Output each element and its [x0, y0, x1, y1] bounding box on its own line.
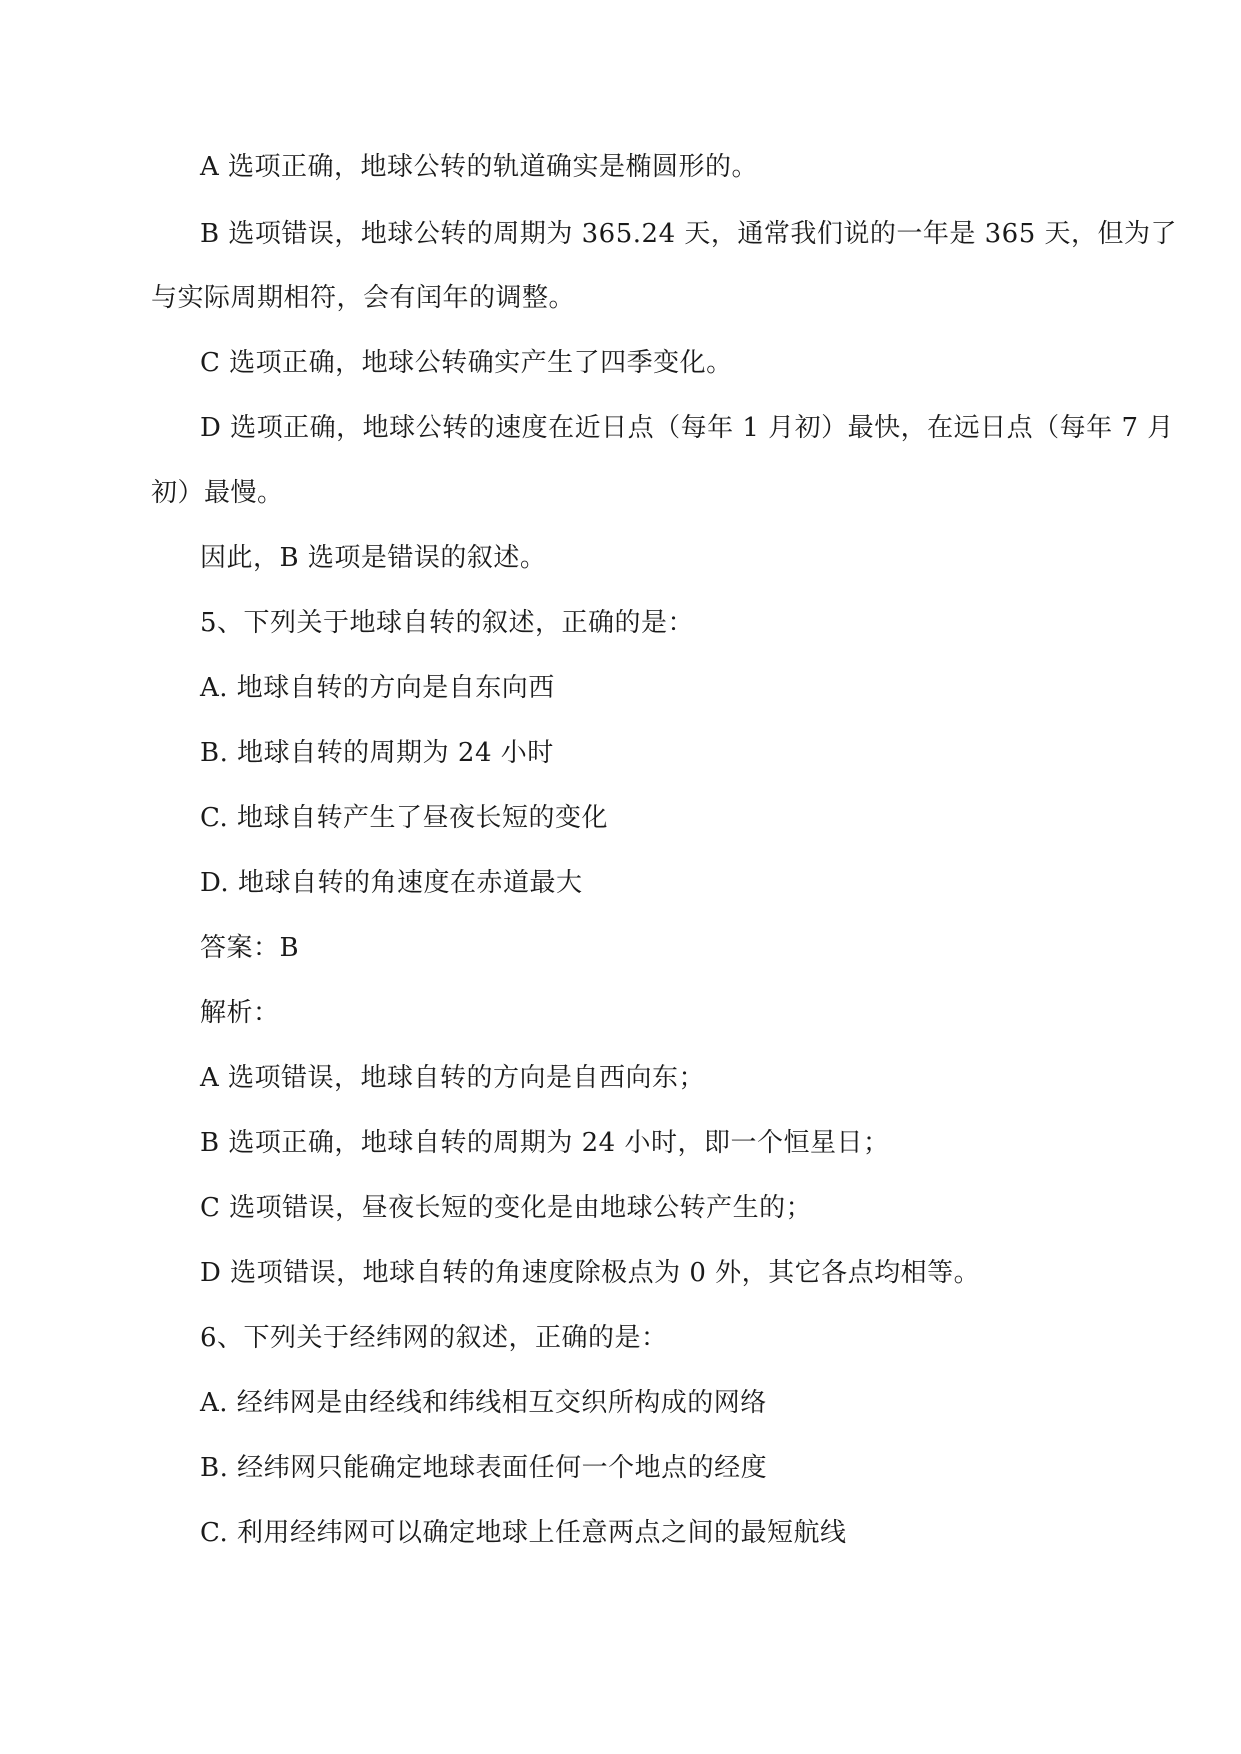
question5-analysis-b: B 选项正确，地球自转的周期为 24 小时，即一个恒星日；	[200, 1128, 890, 1158]
prev-explanation-b-line1: B 选项错误，地球公转的周期为 365.24 天，通常我们说的一年是 365 天，但为了	[200, 219, 1178, 249]
question5-option-a: A. 地球自转的方向是自东向西	[200, 673, 555, 703]
prev-conclusion: 因此，B 选项是错误的叙述。	[200, 543, 547, 573]
prev-explanation-c: C 选项正确，地球公转确实产生了四季变化。	[200, 348, 733, 378]
prev-explanation-d-line1: D 选项正确，地球公转的速度在近日点（每年 1 月初）最快，在远日点（每年 7 月	[200, 413, 1174, 443]
question5-stem: 5、下列关于地球自转的叙述，正确的是：	[200, 608, 695, 638]
question6-stem: 6、下列关于经纬网的叙述，正确的是：	[200, 1323, 668, 1353]
question5-answer: 答案：B	[200, 933, 300, 963]
question5-analysis-c: C 选项错误，昼夜长短的变化是由地球公转产生的；	[200, 1193, 813, 1223]
prev-explanation-b-line2: 与实际周期相符，会有闰年的调整。	[151, 283, 576, 313]
question5-analysis-a: A 选项错误，地球自转的方向是自西向东；	[200, 1063, 706, 1093]
question6-option-c: C. 利用经纬网可以确定地球上任意两点之间的最短航线	[200, 1518, 847, 1548]
question5-analysis-label: 解析：	[200, 998, 280, 1028]
question5-option-d: D. 地球自转的角速度在赤道最大	[200, 868, 583, 898]
prev-explanation-d-line2: 初）最慢。	[151, 478, 284, 508]
question6-option-b: B. 经纬网只能确定地球表面任何一个地点的经度	[200, 1453, 768, 1483]
prev-explanation-a: A 选项正确，地球公转的轨道确实是椭圆形的。	[200, 152, 759, 182]
question6-option-a: A. 经纬网是由经线和纬线相互交织所构成的网络	[200, 1388, 767, 1418]
question5-option-b: B. 地球自转的周期为 24 小时	[200, 738, 554, 768]
question5-option-c: C. 地球自转产生了昼夜长短的变化	[200, 803, 608, 833]
question5-analysis-d: D 选项错误，地球自转的角速度除极点为 0 外，其它各点均相等。	[200, 1258, 981, 1288]
